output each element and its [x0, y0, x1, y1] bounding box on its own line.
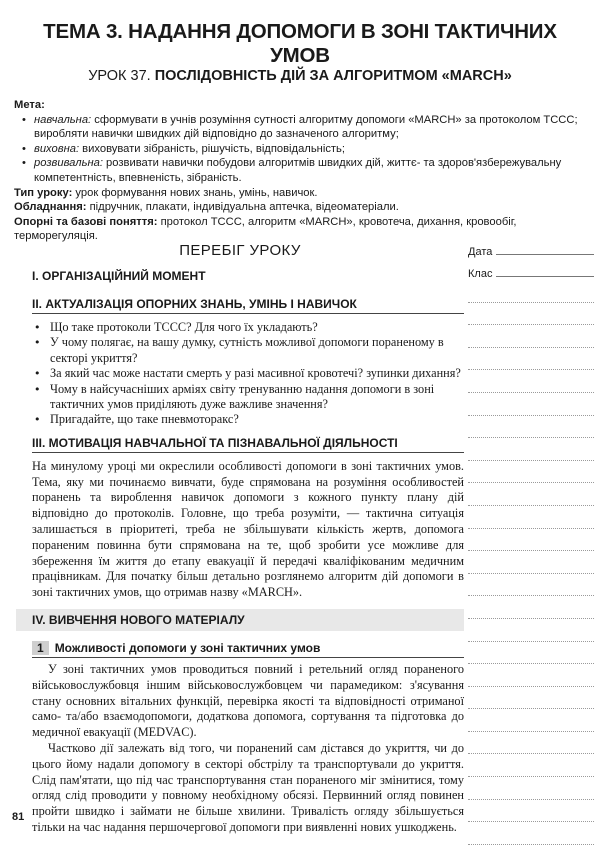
- note-line: [468, 461, 594, 484]
- note-line: [468, 754, 594, 777]
- note-line: [468, 483, 594, 506]
- note-line: [468, 822, 594, 845]
- section-motivation: III. МОТИВАЦІЯ НАВЧАЛЬНОЇ ТА ПІЗНАВАЛЬНОЇ ДІЯЛЬНОСТІ: [32, 436, 464, 453]
- note-line: [468, 325, 594, 348]
- motivation-paragraph: На минулому уроці ми окреслили особливості допомоги в зоні тактичних умов. Тема, яку ми починаємо вивчати, буде спрямована на розуміння особливостей поранень та вироблення навичок допомоги з кожного пункту плану дій відповідно до протоколів. Головне, що треба розуміти, — тактична ситуація залишається в пріоритеті, треба не збільшувати кількість жертв, допомога пораненим повинна бути спрямована на те, щоб зробити усе можливе для збереження їм життя до етапу евакуації й передачі кваліфікованим медичним працівникам. Для початку більш детально розглянемо алгоритм дій допомоги в зоні тактичних умов, що отримав назву «MARCH».: [32, 458, 464, 600]
- question-item: • Пригадайте, що таке пневмоторакс?: [50, 412, 464, 427]
- goal-item: • розвивальна: розвивати навички побудови алгоритмів швидких дій, життє- та здоров'язбережувальну компетентність, впевненість, зібраність.: [34, 156, 589, 185]
- note-line: [468, 393, 594, 416]
- equipment: Обладнання: підручник, плакати, індивідуальна аптечка, відеоматеріали.: [14, 201, 399, 214]
- question-list: [16, 320, 464, 428]
- note-line: [468, 800, 594, 823]
- note-line: [468, 777, 594, 800]
- date-field[interactable]: Дата: [468, 236, 594, 258]
- note-lines: [468, 280, 594, 845]
- subsection-title: Можливості допомоги у зоні тактичних умов: [54, 641, 321, 656]
- goal-item: • виховна: виховувати зібраність, рішучість, відповідальність;: [34, 142, 589, 157]
- question-item: • Що таке протоколи TCCC? Для чого їх укладають?: [50, 320, 464, 335]
- goal-item: • навчальна: сформувати в учнів розуміння сутності алгоритму допомоги «MARCH» за протоколом TCCC; виробляти навички швидких дій відповідно до зазначеного алгоритму;: [34, 113, 589, 142]
- class-field[interactable]: Клас: [468, 258, 594, 280]
- subsection-number: 1: [32, 641, 49, 655]
- notes-column: [468, 236, 594, 845]
- note-line: [468, 596, 594, 619]
- note-line: [468, 551, 594, 574]
- question-item: • У чому полягає, на вашу думку, сутність можливої допомоги пораненому в секторі укриття?: [50, 335, 464, 366]
- note-line: [468, 303, 594, 326]
- note-line: [468, 280, 594, 303]
- note-line: [468, 348, 594, 371]
- goal-list: [14, 113, 589, 186]
- question-item: • Чому в найсучасніших арміях світу тренуванню надання допомоги в зоні тактичних умов приділяють дуже важливе значення?: [50, 382, 464, 413]
- note-line: [468, 506, 594, 529]
- note-line: [468, 438, 594, 461]
- page-number: 81: [12, 811, 25, 823]
- lesson-number: УРОК 37.: [88, 68, 151, 84]
- lesson-meta: [14, 98, 589, 244]
- note-line: [468, 642, 594, 665]
- section-new-material: IV. ВИВЧЕННЯ НОВОГО МАТЕРІАЛУ: [16, 609, 464, 631]
- lesson-body: [16, 242, 464, 836]
- note-line: [468, 619, 594, 642]
- lesson-name: ПОСЛІДОВНІСТЬ ДІЙ ЗА АЛГОРИТМОМ «MARCH»: [154, 68, 512, 84]
- note-line: [468, 687, 594, 710]
- question-item: • За який час може настати смерть у разі масивної кровотечі? зупинки дихання?: [50, 366, 464, 381]
- section-organizational: I. ОРГАНІЗАЦІЙНИЙ МОМЕНТ: [32, 269, 206, 283]
- note-line: [468, 574, 594, 597]
- note-line: [468, 732, 594, 755]
- note-line: [468, 709, 594, 732]
- key-concepts: Опорні та базові поняття: протокол TCCC, алгоритм «MARCH», кровотеча, дихання, кровообіг, терморегуляція.: [14, 215, 517, 243]
- paragraph: Частково дії залежать від того, чи поранений сам дістався до укриття, чи до цього йому надали допомогу в секторі обстрілу та транспортували до укриття. Слід пам'ятати, що під час транспортування стан пораненого міг змінитися, тому огляд слід проводити у повному необхідному обсязі. Первинний огляд повинен пройти швидко і займати не більше хвилини. Тривалість огляду збільшується тільки на час надання першочергової допомоги при виявленні нових ушкоджень.: [32, 741, 464, 834]
- note-line: [468, 416, 594, 439]
- theme-title: ТЕМА 3. НАДАННЯ ДОПОМОГИ В ЗОНІ ТАКТИЧНИХ УМОВ: [43, 20, 557, 67]
- section-actualization: II. АКТУАЛІЗАЦІЯ ОПОРНИХ ЗНАНЬ, УМІНЬ І НАВИЧОК: [32, 297, 464, 314]
- note-line: [468, 664, 594, 687]
- goal-label: Мета:: [14, 99, 45, 111]
- lesson-title: [20, 68, 580, 84]
- lesson-flow-title: ПЕРЕБІГ УРОКУ: [179, 242, 301, 259]
- subsection-heading: [32, 641, 464, 658]
- note-line: [468, 529, 594, 552]
- paragraph: У зоні тактичних умов проводиться повний і ретельний огляд пораненого військовослужбовця іншим військовослужбовцем чи парамедиком: з'ясування стану основних вітальних функцій, перевірка якості та відповідності отриманої само- та/або взаємодопомоги, додаткова допомога, сортування та підготовка до медичної евакуації (MEDVAC).: [32, 662, 464, 740]
- note-line: [468, 370, 594, 393]
- lesson-type: Тип уроку: урок формування нових знань, умінь, навичок.: [14, 186, 318, 199]
